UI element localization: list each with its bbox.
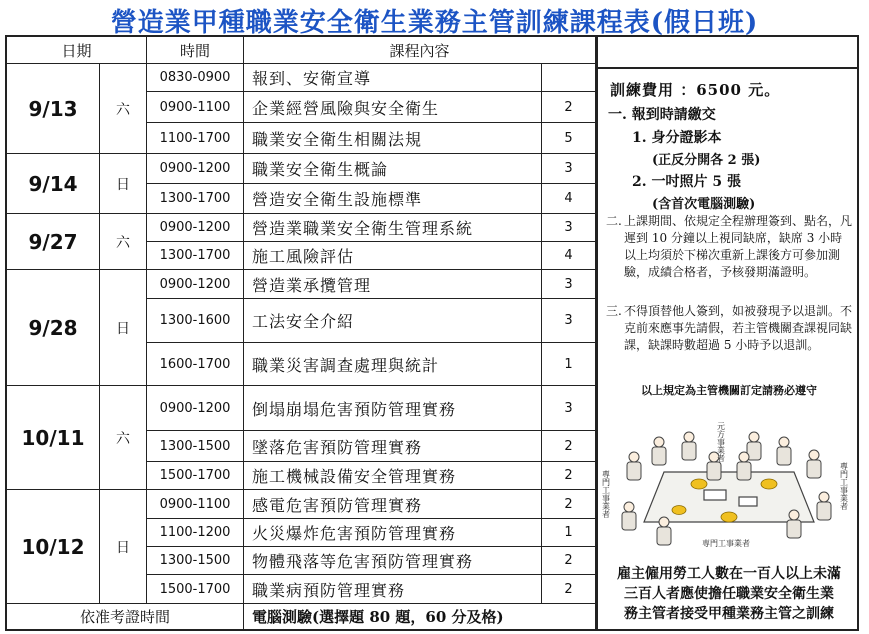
training-fee: 訓練費用 ：6500 元。 bbox=[610, 81, 781, 99]
course-hours: 1 bbox=[542, 519, 596, 547]
illus-label-top: 元方事業者 bbox=[716, 422, 726, 462]
course-hours: 3 bbox=[542, 214, 596, 242]
seated-person bbox=[682, 442, 696, 460]
attendance-note bbox=[606, 213, 852, 281]
course-hours: 2 bbox=[542, 92, 596, 123]
course-hours: 3 bbox=[542, 270, 596, 299]
session-time: 1100-1200 bbox=[147, 519, 244, 547]
course-name: 施工機械設備安全管理實務 bbox=[244, 462, 542, 490]
person-head bbox=[629, 452, 639, 462]
photo-note: (含首次電腦測驗) bbox=[652, 197, 756, 212]
session-time: 0900-1200 bbox=[147, 214, 244, 242]
table-row bbox=[7, 64, 596, 92]
course-name: 營造業承攬管理 bbox=[244, 270, 542, 299]
session-date: 9/28 bbox=[7, 270, 100, 386]
header-date: 日期 bbox=[7, 37, 147, 64]
course-hours: 2 bbox=[542, 431, 596, 462]
course-name: 倒塌崩塌危害預防管理實務 bbox=[244, 386, 542, 431]
session-date: 9/14 bbox=[7, 154, 100, 214]
session-time: 0900-1200 bbox=[147, 270, 244, 299]
person-head bbox=[654, 437, 664, 447]
header-time: 時間 bbox=[147, 37, 244, 64]
course-hours: 3 bbox=[542, 299, 596, 343]
session-time: 1500-1700 bbox=[147, 575, 244, 604]
exam-format: 電腦測驗(選擇題 80 題，60 分及格) bbox=[244, 604, 596, 630]
course-name: 火災爆炸危害預防管理實務 bbox=[244, 519, 542, 547]
session-time: 0900-1200 bbox=[147, 154, 244, 184]
table-row bbox=[7, 490, 596, 519]
photo-item: 2. 一吋照片 5 張 bbox=[632, 174, 741, 190]
person-head bbox=[624, 502, 634, 512]
course-name: 工法安全介紹 bbox=[244, 299, 542, 343]
seated-person bbox=[707, 462, 721, 480]
session-time: 1300-1500 bbox=[147, 431, 244, 462]
illus-label-left: 專門工事業者 bbox=[601, 470, 611, 518]
course-hours: 2 bbox=[542, 490, 596, 519]
person-head bbox=[789, 510, 799, 520]
course-name: 企業經營風險與安全衛生 bbox=[244, 92, 542, 123]
session-time: 0900-1100 bbox=[147, 92, 244, 123]
session-weekday: 日 bbox=[100, 490, 147, 604]
table-row bbox=[7, 386, 596, 431]
person-head bbox=[749, 432, 759, 442]
course-hours: 3 bbox=[542, 386, 596, 431]
session-time: 1300-1500 bbox=[147, 547, 244, 575]
id-copy-note: (正反分開各 2 張) bbox=[652, 153, 761, 168]
person-head bbox=[809, 450, 819, 460]
person-head bbox=[819, 492, 829, 502]
rule-notice: 以上規定為主管機關訂定請務必遵守 bbox=[641, 384, 817, 397]
course-hours bbox=[542, 64, 596, 92]
info-panel-header bbox=[598, 37, 858, 69]
meeting-illustration bbox=[601, 402, 854, 552]
course-name: 職業病預防管理實務 bbox=[244, 575, 542, 604]
course-name: 物體飛落等危害預防管理實務 bbox=[244, 547, 542, 575]
session-time: 1300-1700 bbox=[147, 242, 244, 270]
seated-person bbox=[737, 462, 751, 480]
table-row bbox=[7, 154, 596, 184]
seated-person bbox=[777, 447, 791, 465]
session-time: 1300-1700 bbox=[147, 184, 244, 214]
registration-heading: 一. 報到時請繳交 bbox=[608, 107, 716, 123]
course-hours: 2 bbox=[542, 462, 596, 490]
table-row bbox=[7, 270, 596, 299]
person-head bbox=[684, 432, 694, 442]
course-name: 施工風險評估 bbox=[244, 242, 542, 270]
info-panel bbox=[596, 37, 858, 630]
course-hours: 3 bbox=[542, 154, 596, 184]
course-hours: 2 bbox=[542, 547, 596, 575]
session-time: 0900-1100 bbox=[147, 490, 244, 519]
course-name: 報到、安衛宣導 bbox=[244, 64, 542, 92]
seated-person bbox=[807, 460, 821, 478]
attendance-note-text: 上課期間、依規定全程辦理簽到、點名，凡遲到 10 分鐘以上視同缺席，缺席 3 小時以上均須於下梯次重新上課後方可參加測驗，成績合格者，予核發期滿證明。 bbox=[624, 214, 853, 279]
session-weekday: 日 bbox=[100, 270, 147, 386]
signin-note bbox=[606, 303, 852, 354]
session-date: 9/13 bbox=[7, 64, 100, 154]
course-name: 營造業職業安全衛生管理系統 bbox=[244, 214, 542, 242]
seated-person bbox=[622, 512, 636, 530]
session-time: 1100-1700 bbox=[147, 123, 244, 154]
session-date: 10/12 bbox=[7, 490, 100, 604]
course-hours: 2 bbox=[542, 575, 596, 604]
session-time: 1500-1700 bbox=[147, 462, 244, 490]
course-name: 感電危害預防管理實務 bbox=[244, 490, 542, 519]
exam-time: 依准考證時間 bbox=[7, 604, 244, 630]
requirement-line-2: 三百人者應使擔任職業安全衛生業 bbox=[624, 586, 834, 602]
illus-label-bottom: 専門工事業者 bbox=[702, 539, 750, 548]
course-name: 職業安全衛生相關法規 bbox=[244, 123, 542, 154]
person-head bbox=[779, 437, 789, 447]
requirement-statement bbox=[602, 564, 856, 624]
seated-person bbox=[652, 447, 666, 465]
person-head bbox=[739, 452, 749, 462]
session-time: 0830-0900 bbox=[147, 64, 244, 92]
course-hours: 1 bbox=[542, 343, 596, 386]
session-time: 0900-1200 bbox=[147, 386, 244, 431]
attendance-note-label: 二. bbox=[606, 214, 622, 228]
course-name: 營造安全衛生設施標準 bbox=[244, 184, 542, 214]
seated-person bbox=[817, 502, 831, 520]
footer-row bbox=[7, 604, 596, 630]
header-content: 課程內容 bbox=[244, 37, 596, 64]
requirement-line-3: 務主管者接受甲種業務主管之訓練 bbox=[624, 606, 834, 622]
session-time: 1600-1700 bbox=[147, 343, 244, 386]
session-weekday: 六 bbox=[100, 386, 147, 490]
course-name: 職業災害調查處理與統計 bbox=[244, 343, 542, 386]
seated-person bbox=[787, 520, 801, 538]
session-weekday: 日 bbox=[100, 154, 147, 214]
seated-person bbox=[627, 462, 641, 480]
signin-note-label: 三. bbox=[606, 304, 622, 318]
course-name: 墜落危害預防管理實務 bbox=[244, 431, 542, 462]
session-weekday: 六 bbox=[100, 64, 147, 154]
table-row bbox=[7, 214, 596, 242]
seated-person bbox=[657, 527, 671, 545]
course-hours: 4 bbox=[542, 242, 596, 270]
course-hours: 5 bbox=[542, 123, 596, 154]
illus-label-right: 專門工事業者 bbox=[839, 462, 849, 510]
person-head bbox=[659, 517, 669, 527]
session-time: 1300-1600 bbox=[147, 299, 244, 343]
schedule-table bbox=[6, 36, 596, 630]
id-copy-item: 1. 身分證影本 bbox=[632, 130, 722, 146]
session-date: 9/27 bbox=[7, 214, 100, 270]
session-weekday: 六 bbox=[100, 214, 147, 270]
page-title: 營造業甲種職業安全衛生業務主管訓練課程表(假日班) bbox=[110, 8, 759, 38]
course-hours: 4 bbox=[542, 184, 596, 214]
session-date: 10/11 bbox=[7, 386, 100, 490]
course-name: 職業安全衛生概論 bbox=[244, 154, 542, 184]
requirement-line-1: 雇主僱用勞工人數在一百人以上未滿 bbox=[617, 566, 841, 582]
signin-note-text: 不得頂替他人簽到，如被發現予以退訓。不克前來應事先請假，若主管機關查課視同缺課，缺課時數超過 5 小時予以退訓。 bbox=[624, 304, 853, 352]
